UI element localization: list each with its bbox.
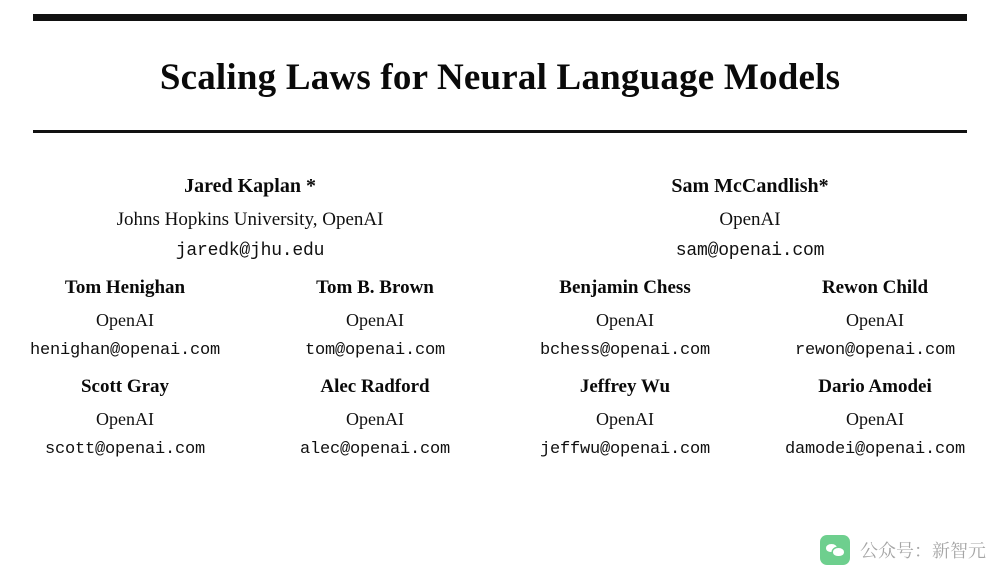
author-entry <box>750 377 1000 458</box>
author-entry <box>500 176 1000 260</box>
author-name: Rewon Child <box>821 277 929 298</box>
author-affiliation: OpenAI <box>719 209 781 230</box>
author-name: Sam McCandlish* <box>671 175 829 197</box>
title-bottom-rule <box>33 130 967 133</box>
author-email[interactable]: sam@openai.com <box>675 241 825 261</box>
page-title: Scaling Laws for Neural Language Models <box>159 57 841 98</box>
author-affiliation: OpenAI <box>596 310 654 330</box>
author-row <box>0 176 1000 260</box>
author-name: Tom B. Brown <box>316 277 434 298</box>
author-name: Jared Kaplan * <box>184 175 316 197</box>
author-affiliation: OpenAI <box>346 310 404 330</box>
author-email[interactable]: rewon@openai.com <box>794 341 956 360</box>
author-entry <box>0 176 500 260</box>
author-name: Alec Radford <box>320 376 430 397</box>
author-entry <box>750 278 1000 359</box>
author-affiliation: Johns Hopkins University, OpenAI <box>116 209 384 230</box>
author-email[interactable]: alec@openai.com <box>299 440 451 459</box>
author-affiliation: OpenAI <box>846 409 904 429</box>
author-name: Tom Henighan <box>64 277 186 298</box>
author-name: Benjamin Chess <box>559 277 691 298</box>
author-entry <box>500 278 750 359</box>
title-top-rule <box>33 14 967 21</box>
author-email[interactable]: scott@openai.com <box>44 440 206 459</box>
author-email[interactable]: jeffwu@openai.com <box>539 440 711 459</box>
author-entry <box>500 377 750 458</box>
author-entry <box>250 377 500 458</box>
author-name: Scott Gray <box>80 376 170 397</box>
author-affiliation: OpenAI <box>846 310 904 330</box>
author-row <box>0 278 1000 359</box>
author-affiliation: OpenAI <box>596 409 654 429</box>
author-name: Dario Amodei <box>818 376 932 397</box>
author-affiliation: OpenAI <box>346 409 404 429</box>
author-affiliation: OpenAI <box>96 409 154 429</box>
watermark-label: 公众号：新智元 <box>860 541 986 561</box>
author-email[interactable]: henighan@openai.com <box>29 341 221 360</box>
author-entry <box>0 377 250 458</box>
author-entry <box>250 278 500 359</box>
author-affiliation: OpenAI <box>96 310 154 330</box>
author-email[interactable]: jaredk@jhu.edu <box>175 241 325 261</box>
author-email[interactable]: damodei@openai.com <box>784 440 966 459</box>
author-email[interactable]: tom@openai.com <box>304 341 446 360</box>
author-email[interactable]: bchess@openai.com <box>539 341 711 360</box>
author-name: Jeffrey Wu <box>579 376 671 397</box>
watermark <box>820 535 986 565</box>
author-row <box>0 377 1000 458</box>
wechat-icon <box>820 535 850 565</box>
author-block <box>0 176 1000 458</box>
author-entry <box>0 278 250 359</box>
